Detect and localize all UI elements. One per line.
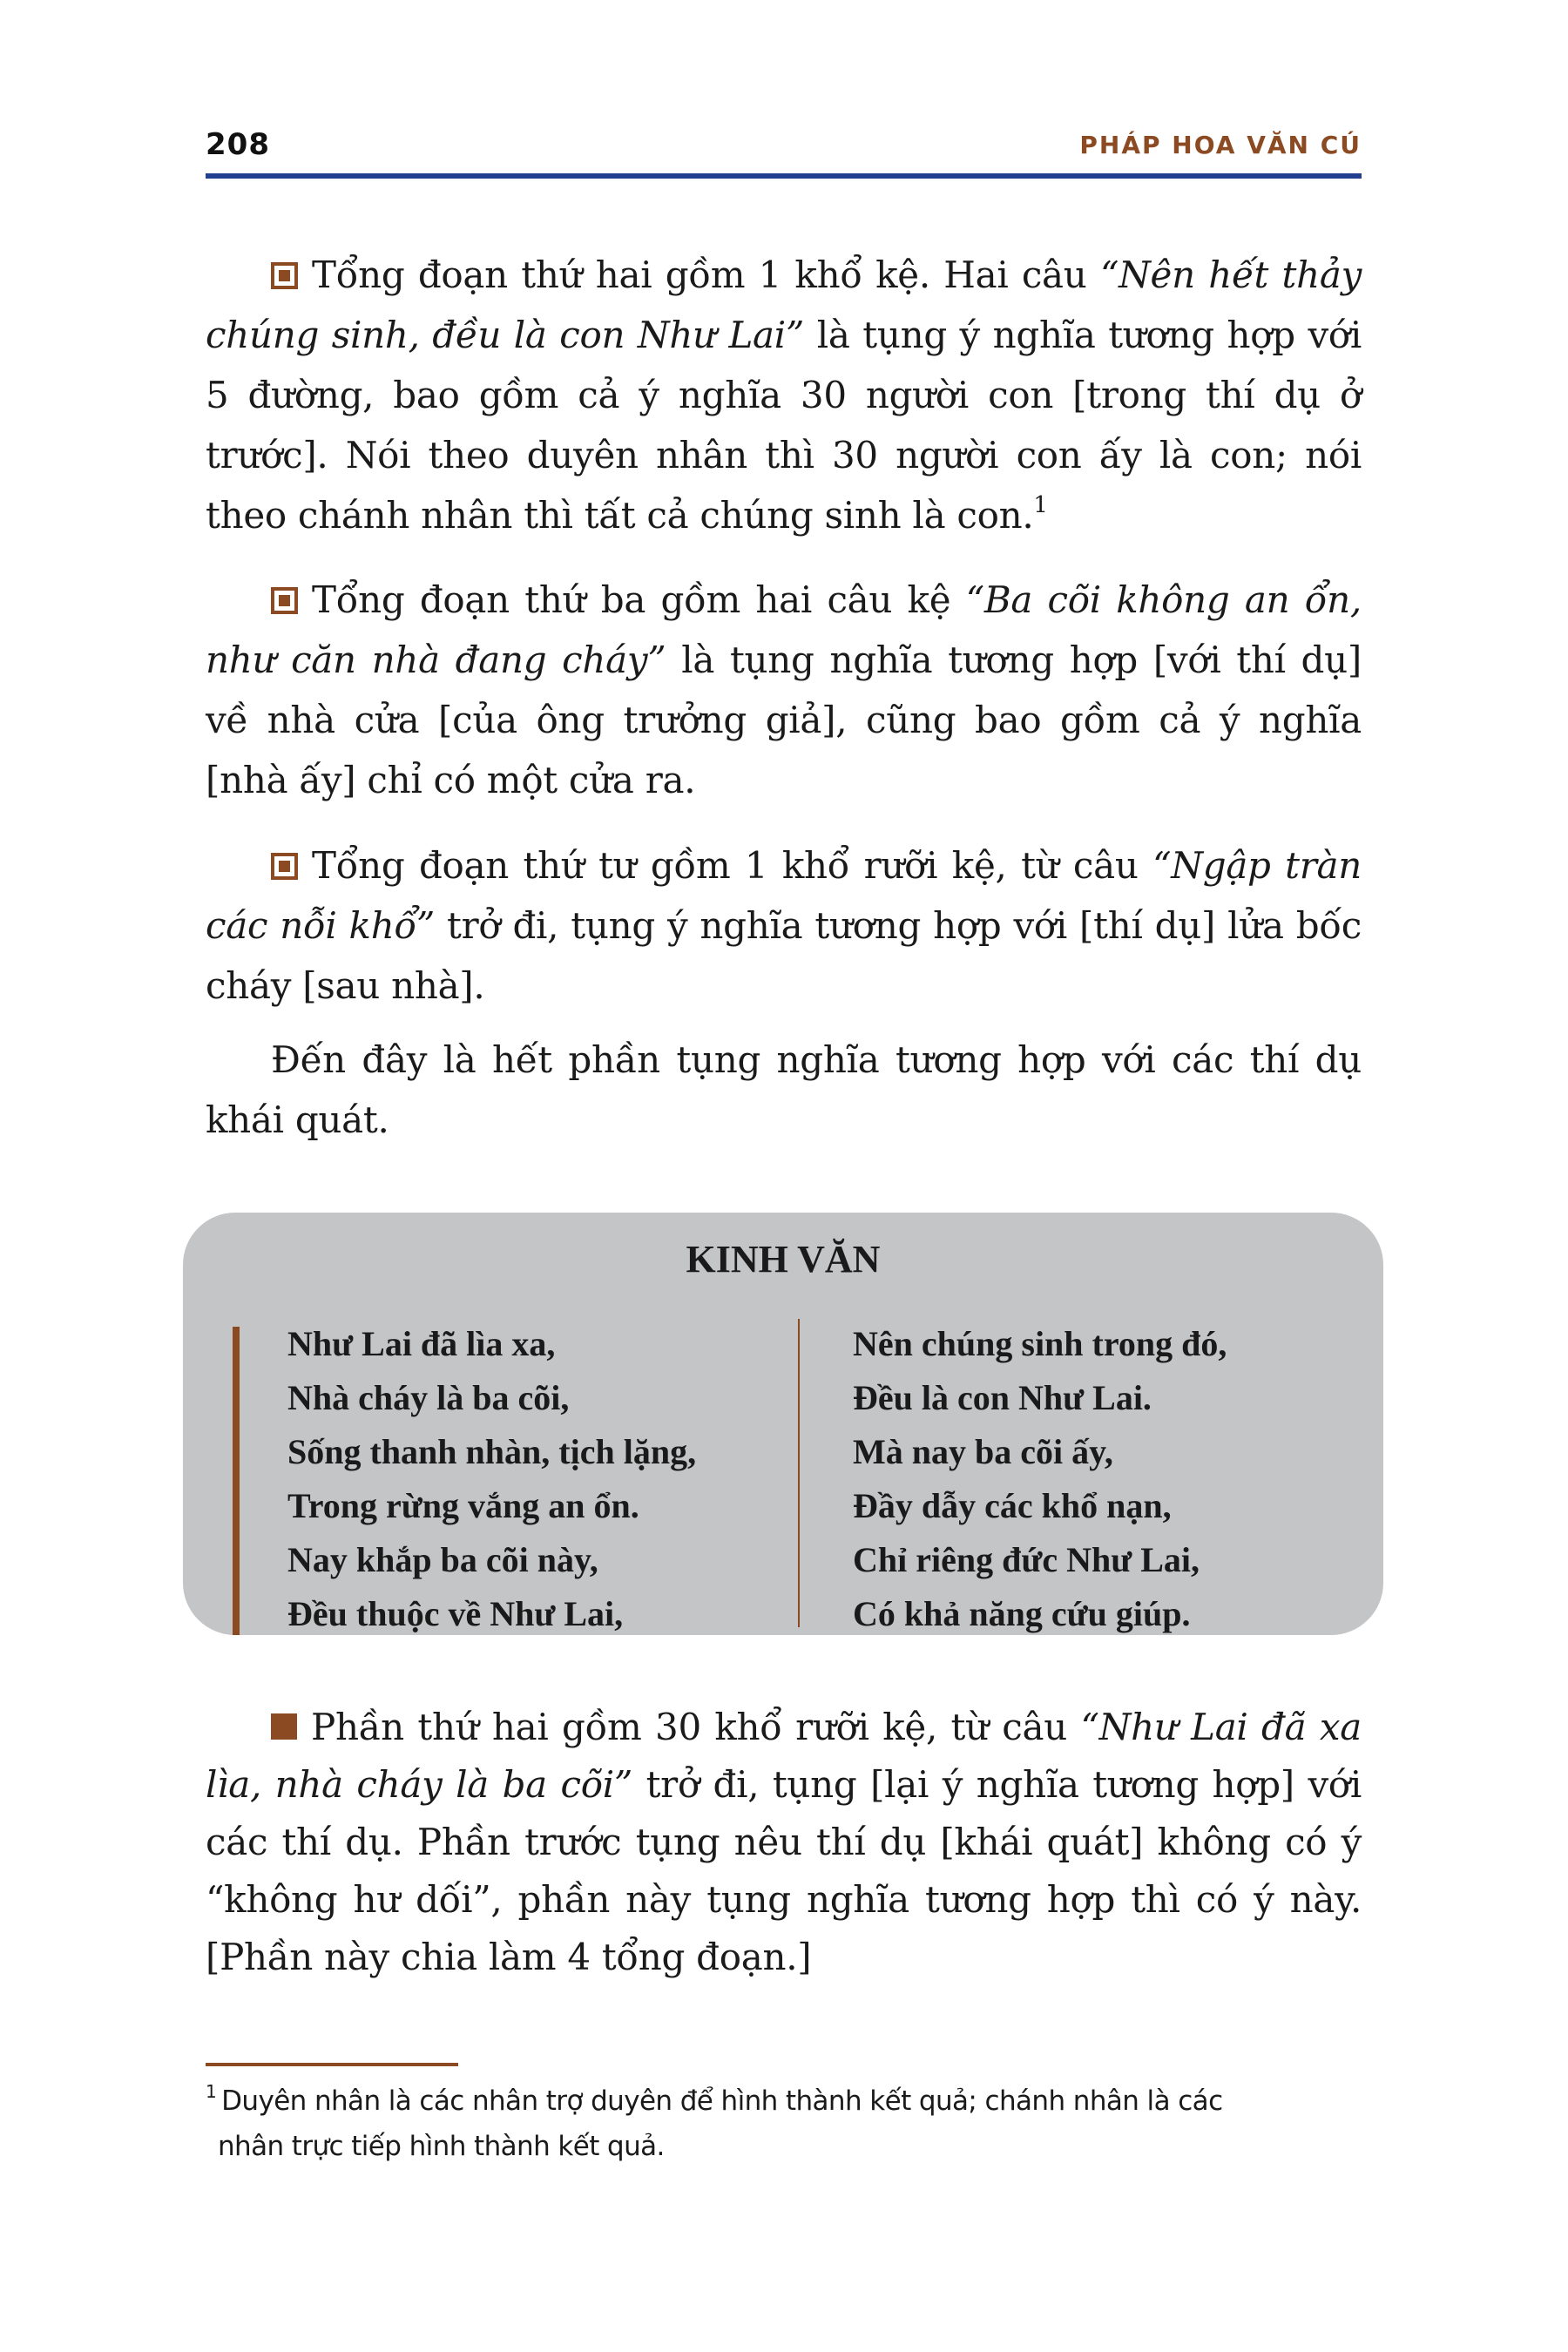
verse-line: Có khả năng cứu giúp. (853, 1594, 1191, 1633)
text-segment: là tụng ý nghĩa tương hợp với 5 đường, bao gồm cả ý nghĩa 30 người con [trong thí dụ ở trước]. Nói theo duyên nhân thì 30 người con ấy là con; nói theo chánh nhân thì tất cả chúng sinh là con. (206, 314, 1362, 537)
text-segment: Tổng đoạn thứ ba gồm hai câu kệ (312, 578, 966, 621)
quote-segment: “Ba cõi không an ổn, như căn nhà đang cháy” (206, 578, 1362, 681)
verse-line: Sống thanh nhàn, tịch lặng, (287, 1432, 697, 1471)
footnote-mark: 1 (206, 2081, 217, 2102)
quote-segment: “Như Lai đã xa lìa, nhà cháy là ba cõi” (206, 1706, 1362, 1806)
verse-line: Trong rừng vắng an ổn. (287, 1486, 639, 1525)
verse-line: Chỉ riêng đức Như Lai, (853, 1540, 1200, 1579)
verse-column-right (853, 1317, 1227, 1641)
page-number: 208 (206, 127, 270, 162)
solid-square-icon (271, 1713, 297, 1740)
text-segment: là tụng nghĩa tương hợp [với thí dụ] về nhà cửa [của ông trưởng giả], cũng bao gồm cả ý nghĩa [nhà ấy] chỉ có một cửa ra. (206, 639, 1362, 801)
footnote-ref[interactable]: 1 (1033, 492, 1048, 518)
header-rule (206, 173, 1362, 179)
running-title: PHÁP HOA VĂN CÚ (1079, 131, 1362, 159)
verse-line: Mà nay ba cõi ấy, (853, 1432, 1113, 1471)
verse-left-bar (233, 1327, 240, 1635)
verse-line: Đầy dẫy các khổ nạn, (853, 1486, 1172, 1525)
verse-divider (798, 1319, 800, 1627)
footnote-line: nhân trực tiếp hình thành kết quả. (218, 2131, 665, 2162)
paragraph-tong-doan-2 (206, 245, 1362, 545)
outlined-square-icon (271, 262, 298, 289)
verse-line: Đều là con Như Lai. (853, 1378, 1152, 1417)
paragraph-summary (206, 1030, 1362, 1150)
quote-segment: “Ngập tràn các nỗi khổ” (206, 844, 1362, 947)
scripture-box (183, 1213, 1383, 1635)
scripture-box-title: KINH VĂN (686, 1238, 881, 1281)
page-header (206, 127, 1362, 162)
verse-line: Như Lai đã lìa xa, (287, 1324, 556, 1363)
outlined-square-icon (271, 853, 298, 880)
text-segment: Phần thứ hai gồm 30 khổ rưỡi kệ, từ câu (311, 1706, 1081, 1748)
quote-segment: “Nên hết thảy chúng sinh, đều là con Như Lai” (206, 253, 1362, 356)
footnote-rule (206, 2063, 458, 2066)
footnote-line: Duyên nhân là các nhân trợ duyên để hình thành kết quả; chánh nhân là các (221, 2085, 1223, 2117)
text-segment: Đến đây là hết phần tụng nghĩa tương hợp với các thí dụ khái quát. (206, 1038, 1362, 1141)
text-segment: trở đi, tụng ý nghĩa tương hợp với [thí dụ] lửa bốc cháy [sau nhà]. (206, 904, 1362, 1007)
text-segment: trở đi, tụng [lại ý nghĩa tương hợp] với các thí dụ. Phần trước tụng nêu thí dụ [khái quát] không có ý “không hư dối”, phần này tụng nghĩa tương hợp thì có ý này. [Phần này chia làm 4 tổng đoạn.] (206, 1763, 1362, 1978)
verse-line: Nay khắp ba cõi này, (287, 1540, 598, 1579)
verse-line: Nhà cháy là ba cõi, (287, 1378, 570, 1417)
paragraph-tong-doan-3 (206, 570, 1362, 810)
text-segment: Tổng đoạn thứ hai gồm 1 khổ kệ. Hai câu (312, 253, 1100, 296)
outlined-square-icon (271, 587, 298, 614)
text-segment: Tổng đoạn thứ tư gồm 1 khổ rưỡi kệ, từ câu (312, 844, 1153, 887)
footnote (206, 2078, 1362, 2169)
verse-line: Nên chúng sinh trong đó, (853, 1324, 1227, 1363)
paragraph-tong-doan-4 (206, 835, 1362, 1016)
verse-line: Đều thuộc về Như Lai, (287, 1594, 624, 1633)
paragraph-phan-thu-hai (206, 1699, 1362, 1986)
verse-column-left (287, 1317, 696, 1641)
